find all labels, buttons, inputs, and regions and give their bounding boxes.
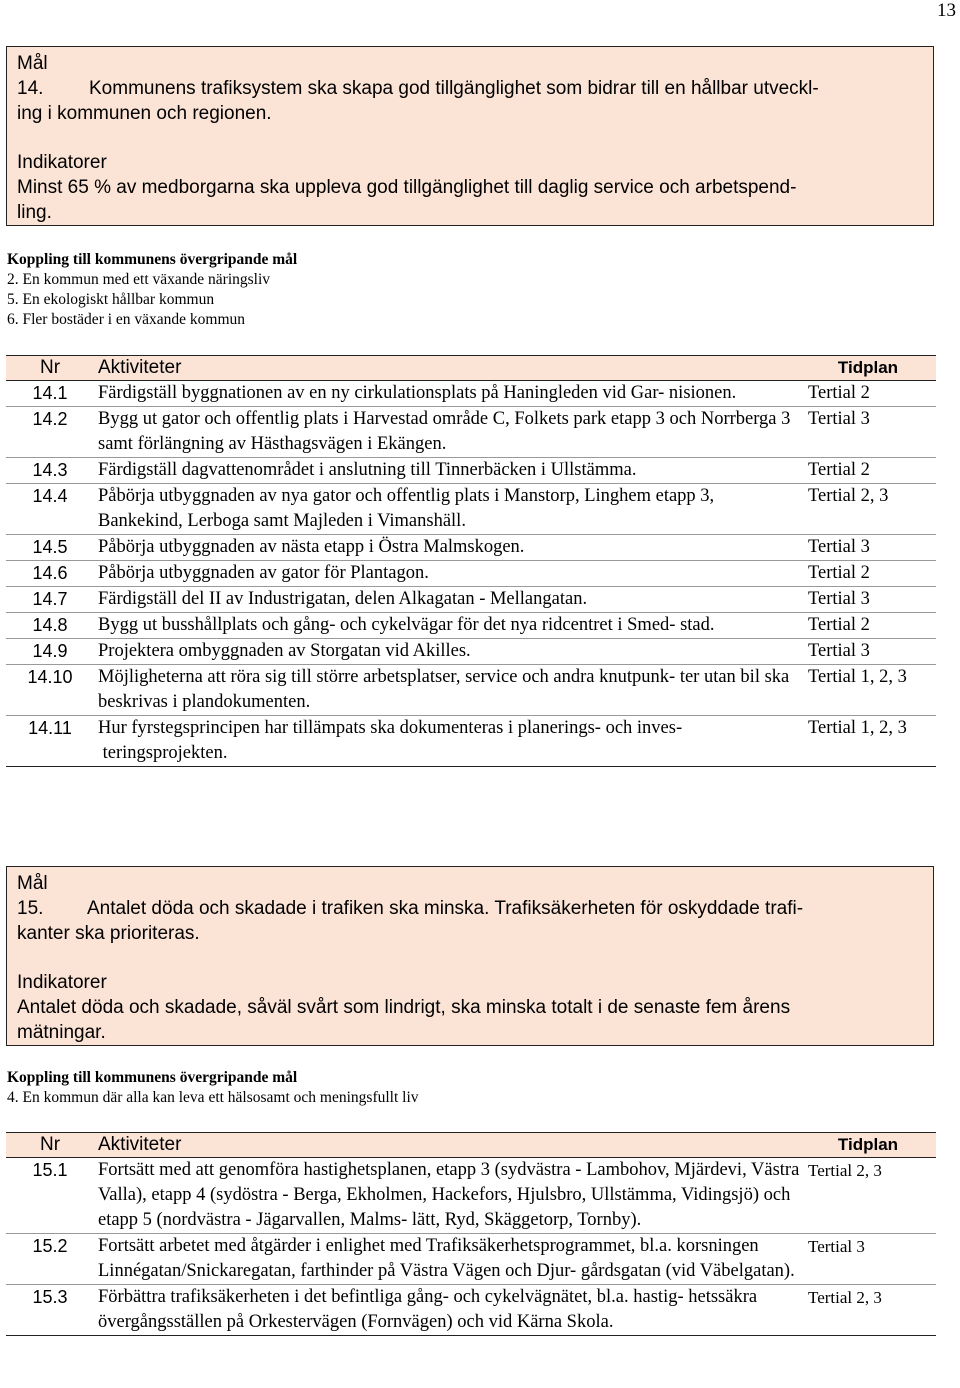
row-tidplan: Tertial 2, 3 [808, 486, 889, 506]
table-row [6, 587, 936, 613]
koppling-item: 6. Fler bostäder i en växande kommun [7, 311, 246, 328]
row-nr: 14.2 [32, 409, 68, 429]
table-header-row [6, 1133, 936, 1158]
koppling-block [7, 250, 297, 330]
row-nr: 15.2 [32, 1236, 68, 1256]
header-aktiviteter: Aktiviteter [94, 356, 800, 381]
header-tidplan: Tidplan [800, 1133, 936, 1158]
activities-table-15 [6, 1132, 936, 1336]
header-aktiviteter: Aktiviteter [94, 1133, 800, 1158]
header-nr: Nr [6, 1133, 94, 1158]
row-activity: Projektera ombyggnaden av Storgatan vid Akilles. [98, 641, 471, 661]
indikator-text-line: Antalet döda och skadade, såväl svårt som lindrigt, ska minska totalt i de senaste fem årens [17, 997, 791, 1018]
goal-text [17, 76, 923, 101]
goal-15-box [6, 866, 934, 1046]
row-activity: Färdigställ byggnationen av en ny cirkulationsplats på Haningleden vid Gar- nisionen. [98, 383, 737, 403]
row-activity: Bygg ut gator och offentlig plats i Harvestad område C, Folkets park etapp 3 och Norrberga 3 samt förlängning av Hästhagsvägen i Ekängen. [98, 409, 791, 454]
goal-number: 14. [17, 78, 44, 99]
row-tidplan: Tertial 2 [808, 615, 870, 635]
row-nr: 14.10 [27, 667, 73, 687]
row-activity: Påbörja utbyggnaden av nästa etapp i Östra Malmskogen. [98, 537, 525, 557]
koppling-block [7, 1068, 419, 1108]
row-tidplan: Tertial 2 [808, 460, 870, 480]
row-nr: 14.7 [32, 589, 68, 609]
row-tidplan: Tertial 3 [808, 641, 870, 661]
row-tidplan: Tertial 2 [808, 383, 870, 403]
row-nr: 14.3 [32, 460, 68, 480]
row-tidplan: Tertial 2, 3 [808, 1161, 882, 1180]
activities-table-14 [6, 355, 936, 767]
indikator-text-line: ling. [17, 202, 52, 223]
row-tidplan: Tertial 3 [808, 589, 870, 609]
row-nr: 14.1 [32, 383, 68, 403]
koppling-item: 5. En ekologiskt hållbar kommun [7, 291, 215, 308]
row-activity: Fortsätt med att genomföra hastighetsplanen, etapp 3 (sydvästra - Lambohov, Mjärdevi, Västra Valla), etapp 4 (sydöstra - Berga, Ekholmen, Hackefors, Hjulsbro, Ullstämma, Vidingsjö) och etapp 5 (nordvästra - Jägarvallen, Malms- lätt, Ryd, Skäggetorp, Tornby). [98, 1160, 800, 1230]
goal-text-line: Antalet döda och skadade i trafiken ska minska. Trafiksäkerheten för oskyddade trafi- [87, 898, 804, 919]
row-activity: Påbörja utbyggnaden av nya gator och offentlig plats i Manstorp, Linghem etapp 3, Bankekind, Lerboga samt Majleden i Vimanshäll. [98, 486, 715, 531]
table-row [6, 458, 936, 484]
goal-number: 15. [17, 898, 44, 919]
goal-text-line: Kommunens trafiksystem ska skapa god tillgänglighet som bidrar till en hållbar utveckl- [89, 78, 819, 99]
table-row [6, 716, 936, 767]
table-row [6, 1158, 936, 1234]
table-row [6, 561, 936, 587]
row-nr: 14.11 [28, 718, 72, 738]
row-activity: Påbörja utbyggnaden av gator för Plantagon. [98, 563, 429, 583]
row-activity: Möjligheterna att röra sig till större arbetsplatser, service och andra knutpunk- ter utan bil ska beskrivas i plandokumenten. [98, 667, 790, 712]
table-row [6, 1285, 936, 1336]
row-nr: 14.9 [32, 641, 68, 661]
koppling-heading: Koppling till kommunens övergripande mål [7, 1069, 298, 1086]
row-tidplan: Tertial 3 [808, 409, 870, 429]
goal-label: Mål [17, 53, 48, 74]
row-tidplan: Tertial 2 [808, 563, 870, 583]
table-row [6, 613, 936, 639]
row-activity: Färdigställ del II av Industrigatan, delen Alkagatan - Mellangatan. [98, 589, 588, 609]
table-row [6, 1234, 936, 1285]
row-activity: Förbättra trafiksäkerheten i det befintliga gång- och cykelvägnätet, bl.a. hastig- hetssäkra övergångsställen på Orkestervägen (Fornvägen) och vid Kärna Skola. [98, 1287, 758, 1332]
row-nr: 14.5 [32, 537, 68, 557]
koppling-item: 2. En kommun med ett växande näringsliv [7, 271, 271, 288]
goal-14-box [6, 46, 934, 226]
row-nr: 14.4 [32, 486, 68, 506]
row-activity: Fortsätt arbetet med åtgärder i enlighet med Trafiksäkerhetsprogrammet, bl.a. korsningen Linnégatan/Snickaregatan, farthinder på Västra Vägen och Djur- gårdsgatan (vid Väbelgatan). [98, 1236, 795, 1281]
row-tidplan: Tertial 3 [808, 537, 870, 557]
row-tidplan: Tertial 3 [808, 1237, 865, 1256]
goal-text [17, 896, 923, 921]
header-tidplan: Tidplan [800, 356, 936, 381]
indikator-text-line: mätningar. [17, 1022, 106, 1043]
row-tidplan: Tertial 2, 3 [808, 1288, 882, 1307]
indikatorer-label: Indikatorer [17, 972, 107, 993]
table-row [6, 484, 936, 535]
indikatorer-label: Indikatorer [17, 152, 107, 173]
koppling-heading: Koppling till kommunens övergripande mål [7, 251, 298, 268]
table-header-row [6, 356, 936, 381]
goal-text-line: ing i kommunen och regionen. [17, 103, 272, 124]
table-row [6, 665, 936, 716]
row-nr: 14.6 [32, 563, 68, 583]
row-activity: Hur fyrstegsprincipen har tillämpats ska dokumenteras i planerings- och inves- teringsprojekten. [98, 718, 683, 763]
table-row [6, 639, 936, 665]
table-row [6, 407, 936, 458]
row-nr: 15.1 [32, 1160, 68, 1180]
goal-text-line: kanter ska prioriteras. [17, 923, 200, 944]
table-row [6, 535, 936, 561]
table-row [6, 381, 936, 407]
indikator-text-line: Minst 65 % av medborgarna ska uppleva god tillgänglighet till daglig service och arbetspend- [17, 177, 797, 198]
goal-label: Mål [17, 873, 48, 894]
row-activity: Färdigställ dagvattenområdet i anslutning till Tinnerbäcken i Ullstämma. [98, 460, 637, 480]
row-tidplan: Tertial 1, 2, 3 [808, 667, 907, 687]
row-activity: Bygg ut busshållplats och gång- och cykelvägar för det nya ridcentret i Smed- stad. [98, 615, 715, 635]
row-tidplan: Tertial 1, 2, 3 [808, 718, 907, 738]
header-nr: Nr [6, 356, 94, 381]
page-number: 13 [937, 0, 956, 21]
koppling-item: 4. En kommun där alla kan leva ett hälsosamt och meningsfullt liv [7, 1089, 419, 1106]
row-nr: 14.8 [32, 615, 68, 635]
row-nr: 15.3 [32, 1287, 68, 1307]
